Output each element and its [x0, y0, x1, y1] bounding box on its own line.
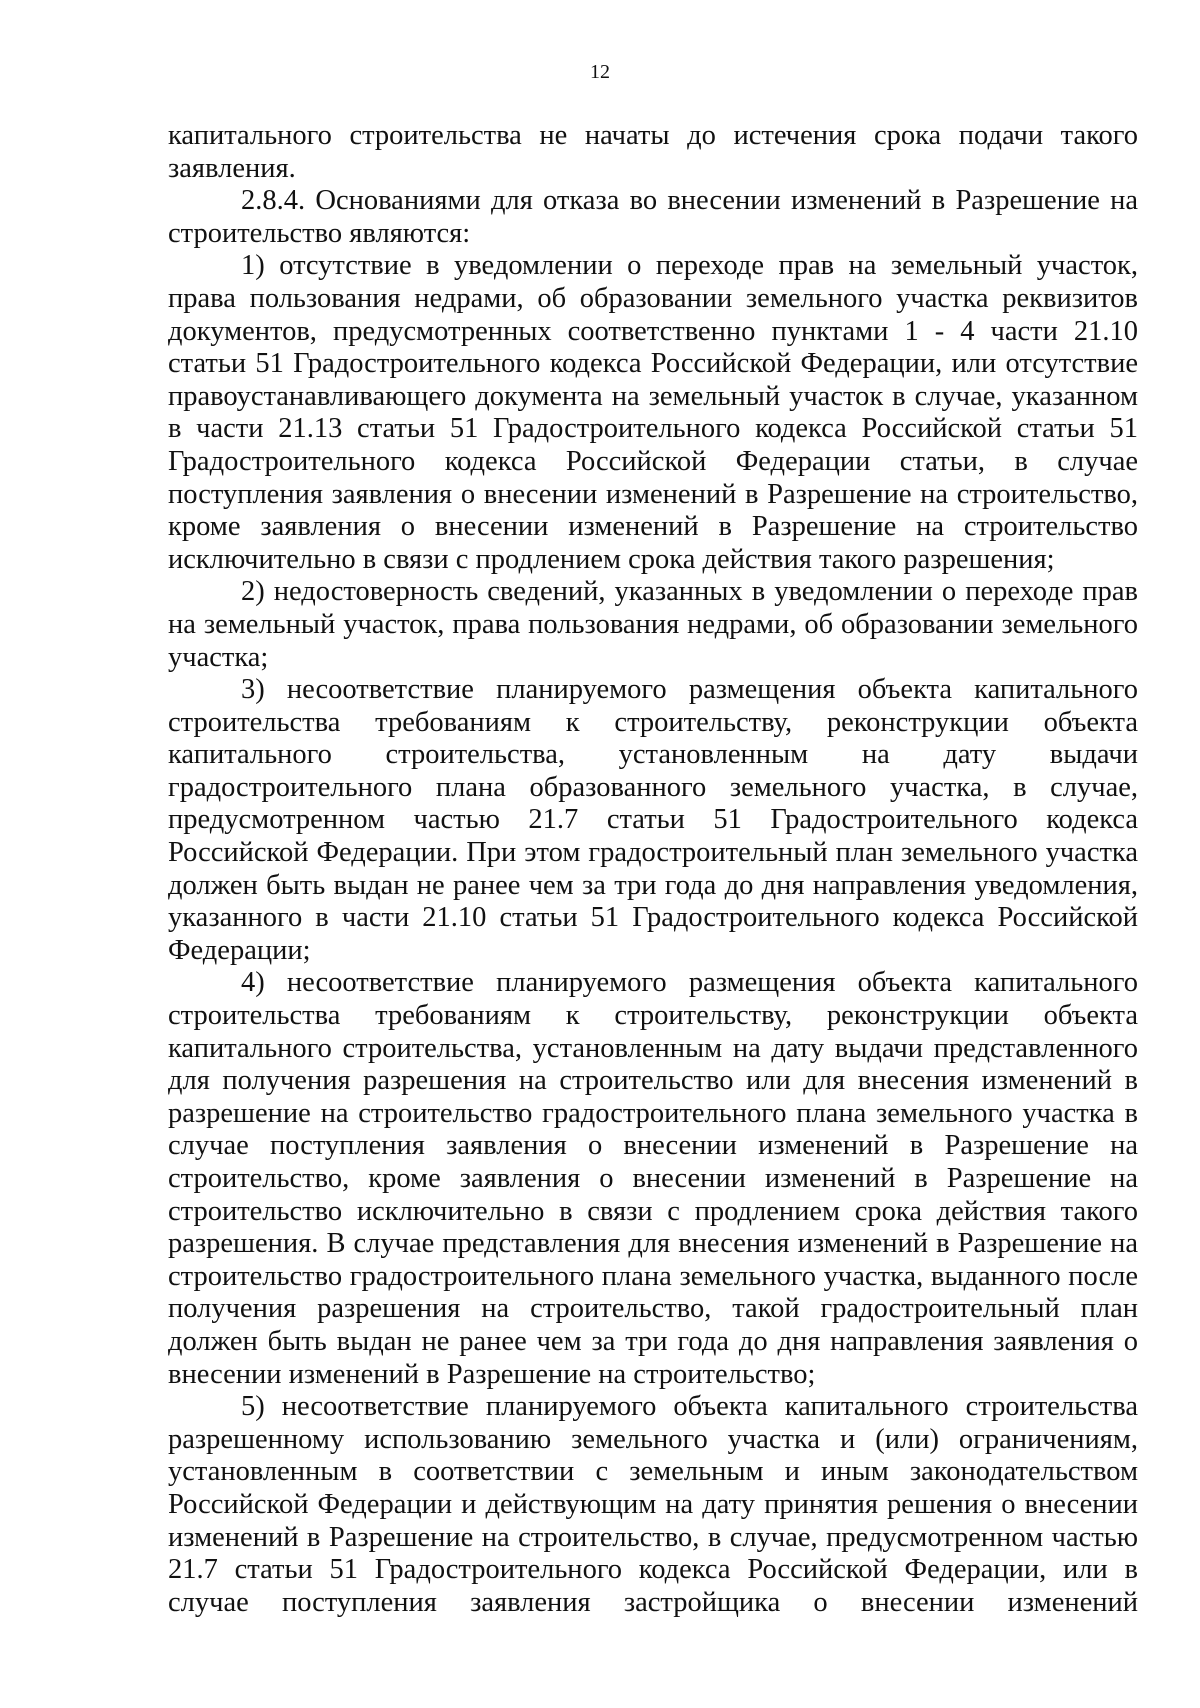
- document-body: [168, 120, 1138, 1619]
- list-item-3: 3) несоответствие планируемого размещения объекта капитального строительства требованиям к строительству, реконструкции объекта капитального строительства, установленным на дату выдачи градостроительного плана образованного земельного участка, в случае, предусмотренном частью 21.7 статьи 51 Градостроительного кодекса Российской Федерации. При этом градостроительный план земельного участка должен быть выдан не ранее чем за три года до дня направления уведомления, указанного в части 21.10 статьи 51 Градостроительного кодекса Российской Федерации;: [168, 674, 1138, 966]
- list-item-1: 1) отсутствие в уведомлении о переходе прав на земельный участок, права пользования недрами, об образовании земельного участка реквизитов документов, предусмотренных соответственно пунктами 1 - 4 части 21.10 статьи 51 Градостроительного кодекса Российской Федерации, или отсутствие правоустанавливающего документа на земельный участок в случае, указанном в части 21.13 статьи 51 Градостроительного кодекса Российской статьи 51 Градостроительного кодекса Российской Федерации статьи, в случае поступления заявления о внесении изменений в Разрешение на строительство, кроме заявления о внесении изменений в Разрешение на строительство исключительно в связи с продлением срока действия такого разрешения;: [168, 250, 1138, 575]
- list-item-4: 4) несоответствие планируемого размещения объекта капитального строительства требованиям к строительству, реконструкции объекта капитального строительства, установленным на дату выдачи представленного для получения разрешения на строительство или для внесения изменений в разрешение на строительство градостроительного плана земельного участка в случае поступления заявления о внесении изменений в Разрешение на строительство, кроме заявления о внесении изменений в Разрешение на строительство исключительно в связи с продлением срока действия такого разрешения. В случае представления для внесения изменений в Разрешение на строительство градостроительного плана земельного участка, выданного после получения разрешения на строительство, такой градостроительный план должен быть выдан не ранее чем за три года до дня направления заявления о внесении изменений в Разрешение на строительство;: [168, 967, 1138, 1390]
- list-item-2: 2) недостоверность сведений, указанных в уведомлении о переходе прав на земельный участок, права пользования недрами, об образовании земельного участка;: [168, 576, 1138, 673]
- page-number: 12: [590, 61, 610, 83]
- list-item-5: 5) несоответствие планируемого объекта капитального строительства разрешенному использованию земельного участка и (или) ограничениям, установленным в соответствии с земельным и иным законодательством Российской Федерации и действующим на дату принятия решения о внесении изменений в Разрешение на строительство, в случае, предусмотренном частью 21.7 статьи 51 Градостроительного кодекса Российской Федерации, или в случае поступления заявления застройщика о внесении изменений: [168, 1391, 1138, 1618]
- paragraph-2-8-4: 2.8.4. Основаниями для отказа во внесении изменений в Разрешение на строительство являются:: [168, 185, 1138, 249]
- paragraph-continuation: капитального строительства не начаты до истечения срока подачи такого заявления.: [168, 120, 1138, 184]
